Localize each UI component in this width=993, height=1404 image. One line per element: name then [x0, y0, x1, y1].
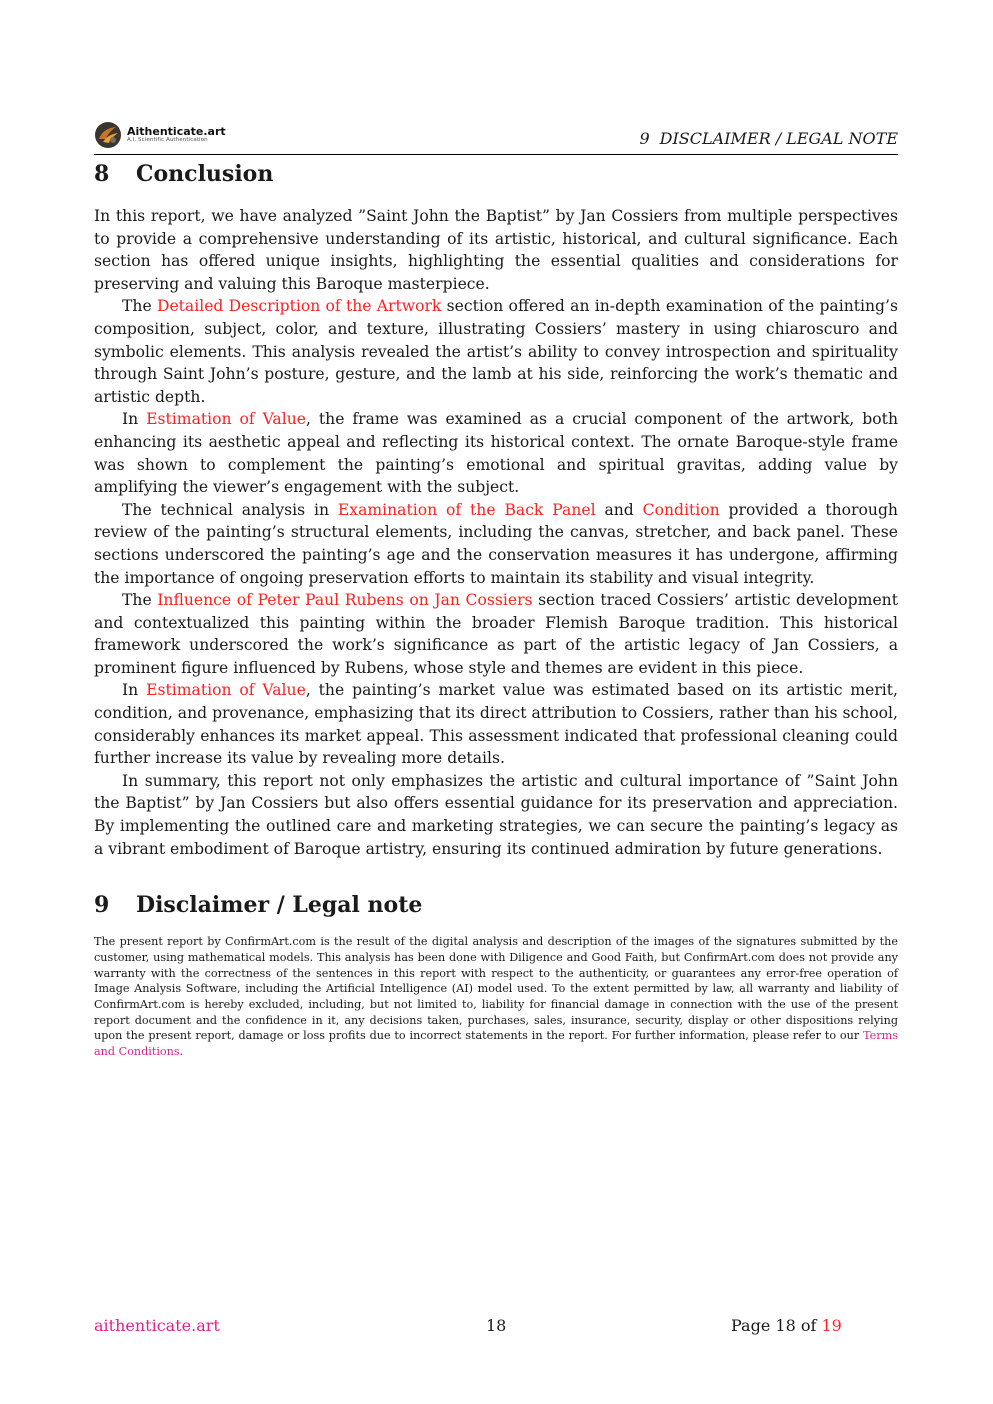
footer-page-of: Page 18 of 19 — [731, 1316, 842, 1335]
section-heading-disclaimer — [94, 888, 898, 922]
logo-name: Aithenticate.art — [127, 125, 226, 139]
paragraph: The Detailed Description of the Artwork section offered an in-depth examination of the painting’s composition, subject, color, and texture, illustrating Cossiers’ mastery in using chiaroscuro and symbolic elements. This analysis revealed the artist’s ability to convey introspection and spirituality through Saint John’s posture, gesture, and the lamb at his side, reinforcing the work’s thematic and artistic depth. — [94, 297, 898, 406]
section-link[interactable]: Condition — [642, 500, 720, 519]
section-link[interactable]: Detailed Description of the Artwork — [156, 297, 442, 316]
running-header-title: DISCLAIMER / LEGAL NOTE — [659, 129, 898, 148]
paragraph: The Influence of Peter Paul Rubens on Jan Cossiers section traced Cossiers’ artistic development and contextualized this painting within the broader Flemish Baroque tradition. This historical framework underscored the work’s significance as part of the artistic legacy of Jan Cossiers, a prominent figure influenced by Rubens, whose style and themes are evident in this piece. — [94, 591, 898, 677]
logo-icon — [94, 121, 122, 149]
conclusion-body — [94, 205, 898, 860]
footer-site-link[interactable]: aithenticate.art — [94, 1316, 220, 1335]
footer-page-number: 18 — [486, 1316, 507, 1335]
brand-logo[interactable] — [94, 120, 226, 150]
section-link[interactable]: Estimation of Value — [146, 410, 306, 429]
disclaimer-text: The present report by ConfirmArt.com is the result of the digital analysis and description of the images of the signatures submitted by the customer, using mathematical models. This analysis has been done with Diligence and Good Faith, but ConfirmArt.com does not provide any warranty with the correctness of the sentences in this report with respect to the authenticity, or guarantees any error-free operation of Image Analysis Software, including the Artificial Intelligence (AI) model used. To the extent permitted by law, all warranty and liability of ConfirmArt.com is hereby excluded, including, but not limited to, liability for financial damage in connection with the use of the present report document and the confidence in it, any decisions taken, purchases, sales, insurance, security, display or other dispositions relying upon the present report, damage or loss profits due to incorrect statements in the report. For further information, please refer to our Terms and Conditions. — [94, 935, 898, 1059]
section-link[interactable]: Influence of Peter Paul Rubens on Jan Cossiers — [157, 591, 533, 610]
section-heading-conclusion — [94, 157, 898, 191]
section-title: Conclusion — [136, 161, 274, 187]
section-link[interactable]: Examination of the Back Panel — [337, 500, 596, 519]
paragraph: In Estimation of Value, the painting’s market value was estimated based on its artistic merit, condition, and provenance, emphasizing that its direct attribution to Cossiers, rather than his school, considerably enhances its market appeal. This assessment indicated that professional cleaning could further increase its value by revealing more details. — [94, 681, 898, 768]
logo-tagline: A.I. Scientific Authentication — [127, 137, 208, 144]
section-number: 9 — [94, 892, 110, 919]
paragraph: The technical analysis in Examination of the Back Panel and Condition provided a thorough review of the painting’s structural elements, including the canvas, stretcher, and back panel. These sections underscored the painting’s age and the conservation measures it has undergone, affirming the importance of ongoing preservation efforts to maintain its stability and visual integrity. — [94, 500, 898, 587]
page-header — [94, 118, 898, 155]
running-header-number: 9 — [639, 129, 650, 148]
terms-link[interactable]: Terms and Conditions — [94, 1029, 898, 1059]
running-header — [639, 129, 898, 148]
paragraph: In this report, we have analyzed ”Saint John the Baptist” by Jan Cossiers from multiple perspectives to provide a comprehensive understanding of its artistic, historical, and cultural significance. Each section has offered unique insights, highlighting the essential qualities and considerations for preserving and valuing this Baroque masterpiece. — [94, 207, 898, 293]
paragraph: In Estimation of Value, the frame was examined as a crucial component of the artwork, both enhancing its aesthetic appeal and reflecting its historical context. The ornate Baroque-style frame was shown to complement the painting’s emotional and spiritual gravitas, adding value by amplifying the viewer’s engagement with the subject. — [94, 410, 898, 497]
paragraph: In summary, this report not only emphasizes the artistic and cultural importance of ”Saint John the Baptist” by Jan Cossiers but also offers essential guidance for its preservation and appreciation. By implementing the outlined care and marketing strategies, we can secure the painting’s legacy as a vibrant embodiment of Baroque artistry, ensuring its continued admiration by future generations. — [94, 771, 898, 858]
section-title: Disclaimer / Legal note — [136, 892, 423, 919]
section-link[interactable]: Estimation of Value — [146, 681, 306, 700]
section-number: 8 — [94, 161, 110, 187]
total-pages-link[interactable]: 19 — [821, 1316, 842, 1335]
page-content — [94, 156, 898, 1060]
